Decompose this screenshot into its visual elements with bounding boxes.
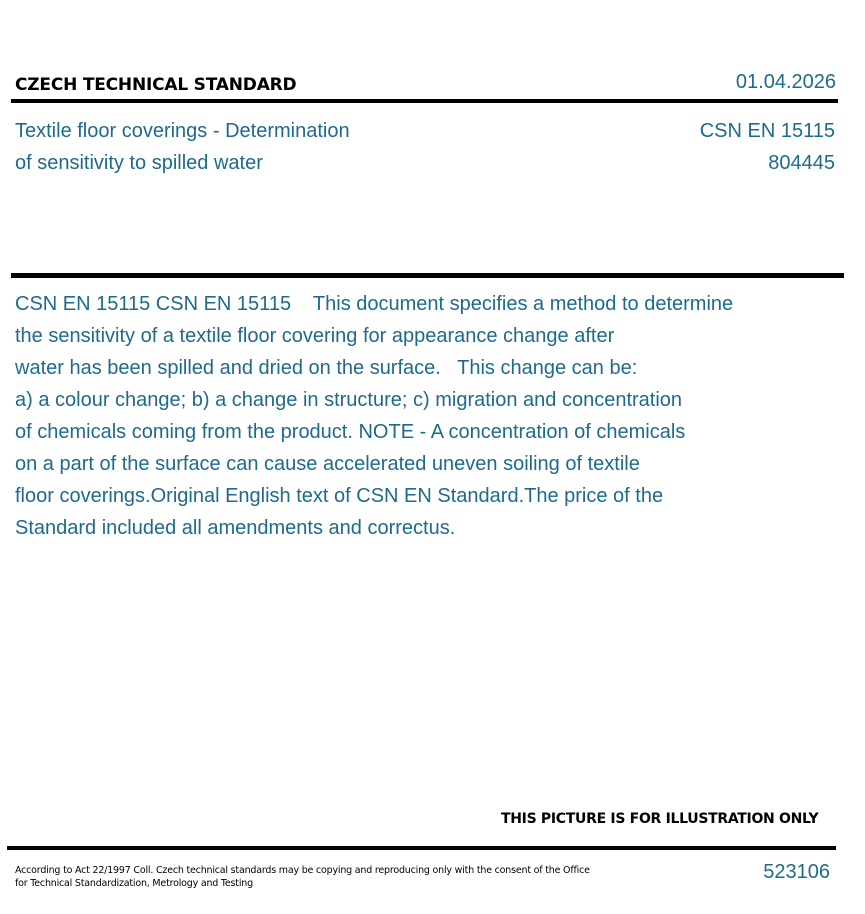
description-line: floor coverings.Original English text of CSN EN Standard.The price of the <box>15 485 664 507</box>
document-title-line: Textile floor coverings - Determination <box>15 120 350 142</box>
description-line: Standard included all amendments and correctus. <box>15 517 456 539</box>
description-line: the sensitivity of a textile floor covering for appearance change after <box>15 325 615 347</box>
standard-code: CSN EN 15115 <box>699 120 835 142</box>
header-divider <box>11 99 838 103</box>
description-line: CSN EN 15115 CSN EN 15115 This document specifies a method to determine <box>15 293 734 315</box>
footer-divider <box>7 846 836 850</box>
description-line: a) a colour change; b) a change in structure; c) migration and concentration <box>15 389 683 411</box>
standard-type-heading: CZECH TECHNICAL STANDARD <box>15 75 297 95</box>
publication-date: 01.04.2026 <box>735 71 836 93</box>
section-divider <box>11 273 844 278</box>
catalog-number: 804445 <box>768 152 835 174</box>
copyright-note-line: According to Act 22/1997 Coll. Czech technical standards may be copying and reproducing only with the consent of the Office <box>15 865 590 876</box>
document-description <box>15 288 805 544</box>
footer-number: 523106 <box>763 861 830 883</box>
copyright-note-line: for Technical Standardization, Metrology and Testing <box>15 878 253 889</box>
description-line: on a part of the surface can cause accelerated uneven soiling of textile <box>15 453 640 475</box>
document-title <box>15 115 435 179</box>
copyright-note <box>15 864 615 890</box>
description-line: of chemicals coming from the product. NOTE - A concentration of chemicals <box>15 421 686 443</box>
document-title-line: of sensitivity to spilled water <box>15 152 263 174</box>
document-identifiers <box>700 115 835 179</box>
illustration-notice: THIS PICTURE IS FOR ILLUSTRATION ONLY <box>501 811 819 827</box>
description-line: water has been spilled and dried on the surface. This change can be: <box>15 357 638 379</box>
